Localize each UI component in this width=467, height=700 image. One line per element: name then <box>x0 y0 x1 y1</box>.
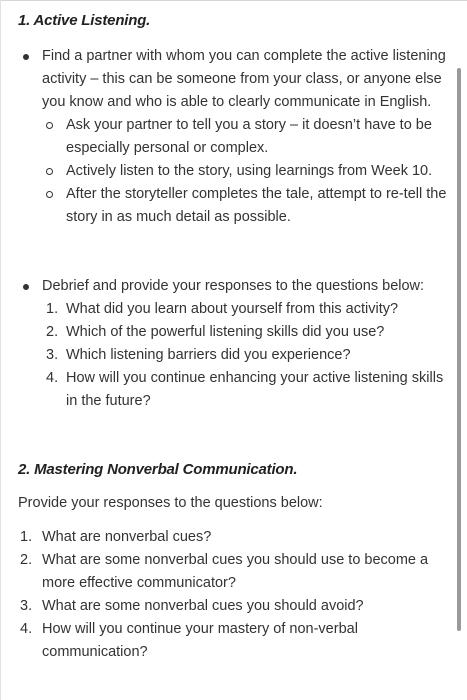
bullet-dot-icon <box>23 54 29 60</box>
question-text: Which of the powerful listening skills did you use? <box>66 324 385 340</box>
section-2-question-list <box>18 526 448 664</box>
section-2-intro: Provide your responses to the questions below: <box>18 495 323 511</box>
bullet-circle-icon <box>46 122 53 129</box>
sub-bullet-item <box>18 183 448 229</box>
bullet-circle-icon <box>46 168 53 175</box>
question-text: How will you continue enhancing your active listening skills in the future? <box>66 370 444 409</box>
bullet-item <box>18 275 448 413</box>
sub-bullet-item <box>18 160 448 183</box>
question-number: 4. <box>20 621 33 637</box>
question-item <box>18 526 448 549</box>
question-item <box>18 321 448 344</box>
question-number: 2. <box>46 324 59 340</box>
question-text: How will you continue your mastery of non-verbal communication? <box>42 621 358 660</box>
question-text: What are some nonverbal cues you should avoid? <box>42 598 364 614</box>
section-2-heading <box>18 459 448 481</box>
question-number: 4. <box>46 370 59 386</box>
debrief-question-list <box>18 298 448 413</box>
section-1-bullet-list <box>18 45 448 413</box>
section-2-heading-text: 2. Mastering Nonverbal Communication. <box>18 461 298 478</box>
bullet-text: Find a partner with whom you can complete the active listening activity – this can be someone from your class, or anyone else you know and who is able to clearly communicate in English. <box>42 48 446 110</box>
frame-left-border <box>0 0 1 700</box>
bullet-dot-icon <box>23 284 29 290</box>
question-item <box>18 595 448 618</box>
sub-bullet-text: Actively listen to the story, using learnings from Week 10. <box>66 163 433 179</box>
question-item <box>18 367 448 413</box>
scrollbar[interactable] <box>457 68 461 631</box>
question-number: 2. <box>20 552 33 568</box>
sub-bullet-text: Ask your partner to tell you a story – it doesn’t have to be especially personal or complex. <box>66 117 432 156</box>
question-item <box>18 618 448 664</box>
question-text: Which listening barriers did you experience? <box>66 347 351 363</box>
question-number: 1. <box>20 529 33 545</box>
sub-bullet-item <box>18 114 448 160</box>
sub-bullet-text: After the storyteller completes the tale, attempt to re-tell the story in as much detail as possible. <box>66 186 447 225</box>
question-text: What did you learn about yourself from this activity? <box>66 301 399 317</box>
question-item <box>18 549 448 595</box>
sub-bullet-list <box>18 114 448 229</box>
bullet-text: Debrief and provide your responses to the questions below: <box>42 278 425 294</box>
section-1-heading: 1. Active Listening. <box>18 12 151 29</box>
question-text: What are nonverbal cues? <box>42 529 212 545</box>
question-text: What are some nonverbal cues you should use to become a more effective communicator? <box>42 552 429 591</box>
question-item <box>18 298 448 321</box>
question-item <box>18 344 448 367</box>
question-number: 3. <box>20 598 33 614</box>
question-number: 1. <box>46 301 59 317</box>
question-number: 3. <box>46 347 59 363</box>
frame-top-border <box>0 0 467 1</box>
bullet-item <box>18 45 448 229</box>
bullet-circle-icon <box>46 191 53 198</box>
document-content <box>18 8 448 664</box>
